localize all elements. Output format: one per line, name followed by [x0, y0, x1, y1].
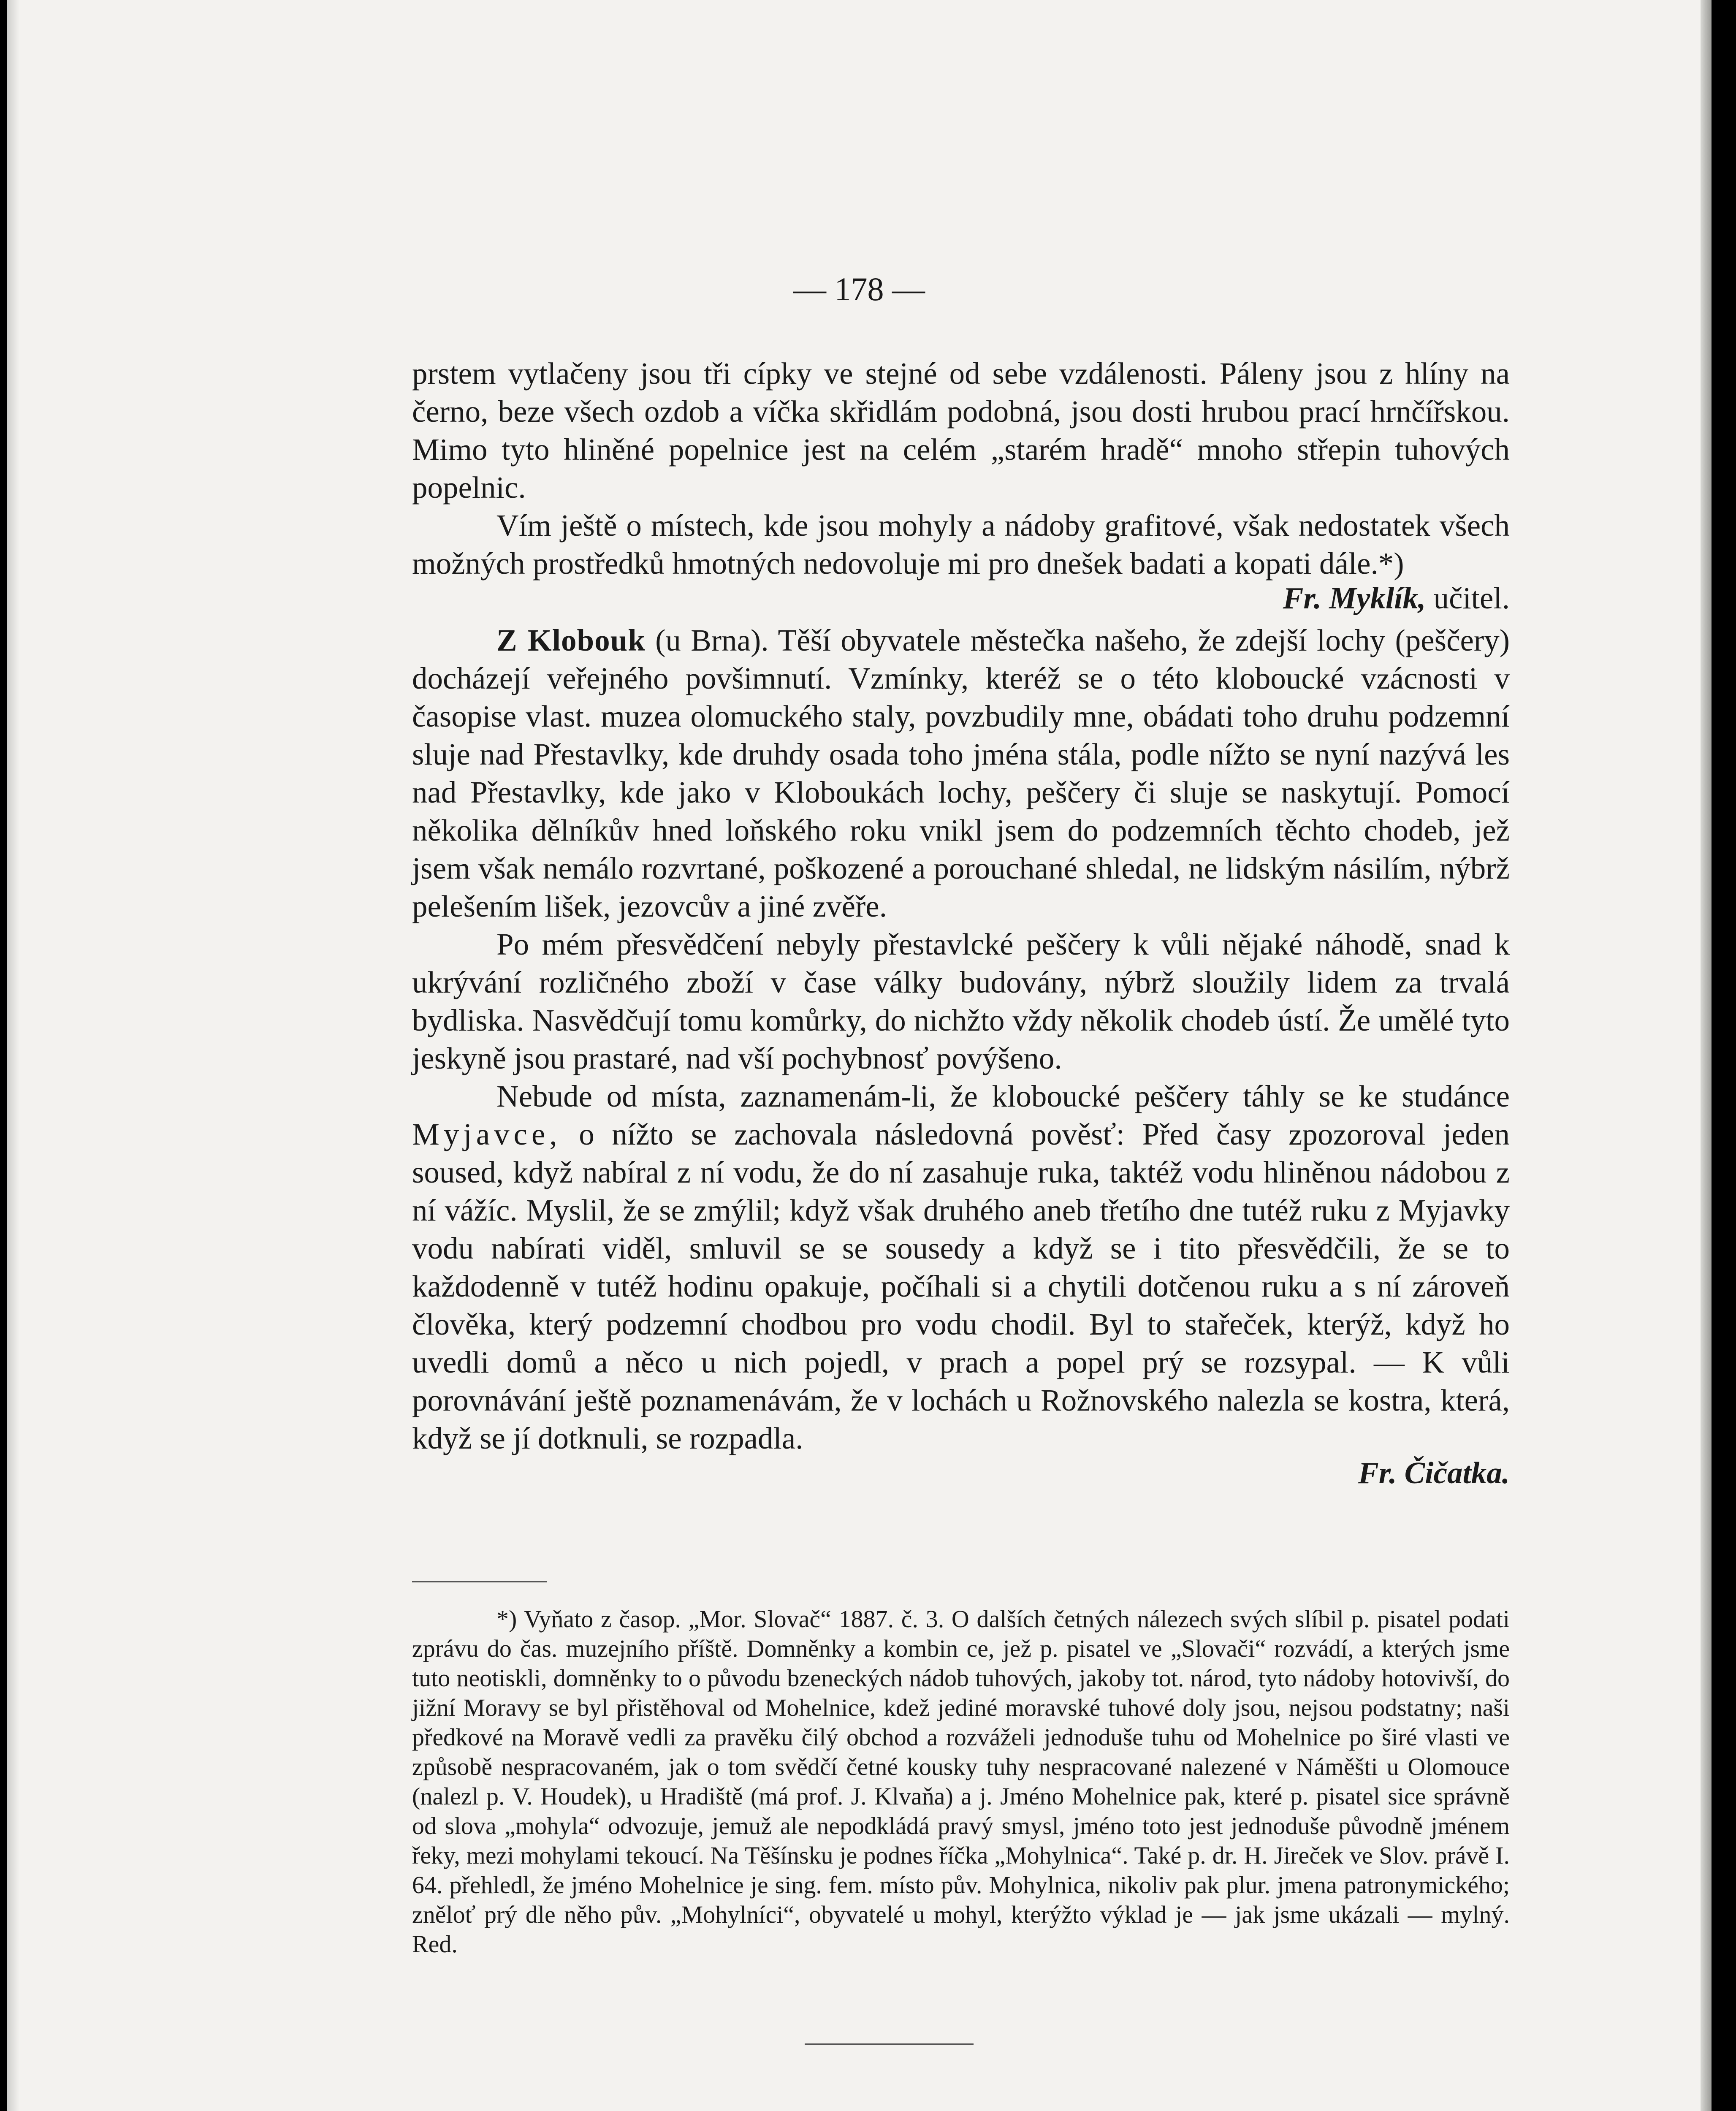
article2-paragraph-1-text: (u Brna). Těší obyvatele městečka našeho, že zdejší lochy (peščery) docházejí veřejného povšimnutí. Vzmínky, kteréž se o této kloboucké vzácnosti v časopise vlast. muzea olomuckého staly, povzbudily mne, obádati toho druhu podzemní sluje nad Přestavlky, kde druhdy osada toho jména stála, podle nížto se nyní nazývá les nad Přestavlky, kde jako v Kloboukách lochy, peščery či sluje se naskytují. Pomocí několika dělníkův hned loňského roku vnikl jsem do podzemních těchto chodeb, jež jsem však nemálo rozvrtané, poškozené a porouchané shledal, ne lidským násilím, nýbrž pelešením lišek, jezovcův a jiné zvěře.: [412, 623, 1510, 923]
article1-signature: [412, 579, 1510, 617]
article1-paragraph-2: Vím ještě o místech, kde jsou mohyly a nádoby grafitové, však nedostatek všech možných prostředků hmotných nedovoluje mi pro dnešek badati a kopati dále.*): [412, 508, 1510, 581]
article1-author: Fr. Myklík,: [1283, 581, 1426, 615]
article-body: [412, 355, 1510, 1496]
article2-paragraph-3-rest: o nížto se zachovala následovná pověsť: Před časy zpozoroval jeden soused, když nabíral z ní vodu, že do ní zasahuje ruka, taktéž vodu hliněnou nádobou z ní vážíc. Myslil, že se zmýlil; když však druhého aneb třetího dne tutéž ruku z Myjavky vodu nabírati viděl, smluvil se se sousedy a když se i tito přesvědčili, že se to každodenně v tutéž hodinu opakuje, počíhali si a chytili dotčenou ruku a s ní zároveň člověka, který podzemní chodbou pro vodu chodil. Byl to stařeček, kterýž, když ho uvedli domů a něco u nich pojedl, v prach a popel prý se rozsypal. — K vůli porovnávání ještě poznamenávám, že v lochách u Rožnovského nalezla se kostra, která, když se jí dotknuli, se rozpadla.: [412, 1117, 1510, 1455]
page-fold-shadow: [1701, 0, 1712, 2111]
article2-paragraph-3-start: Nebude od místa, zaznamenám-li, že kloboucké peščery táhly se ke studánce: [496, 1079, 1510, 1113]
article2-author: Fr. Čičatka.: [1358, 1456, 1510, 1490]
article1-paragraph-1: prstem vytlačeny jsou tři cípky ve stejné od sebe vzdálenosti. Páleny jsou z hlíny na černo, beze všech ozdob a víčka skřidlám podobná, jsou dosti hrubou prací hrnčířskou. Mimo tyto hliněné popelnice jest na celém „starém hradě“ mnoho střepin tuhových popelnic.: [412, 356, 1510, 505]
article2-paragraph-1: [412, 621, 1510, 925]
article1-author-title: učitel.: [1433, 581, 1510, 615]
page-left-edge: [7, 0, 19, 2111]
article2-paragraph-2: Po mém přesvědčení nebyly přestavlcké peščery k vůli nějaké náhodě, snad k ukrývání rozličného zboží v čase války budovány, nýbrž sloužily lidem za trvalá bydliska. Nasvědčují tomu komůrky, do nichžto vždy několik chodeb ústí. Že umělé tyto jeskyně jsou prastaré, nad vší pochybnosť povýšeno.: [412, 927, 1510, 1075]
article2-signature: [412, 1454, 1510, 1492]
scanned-page: [7, 0, 1712, 2111]
page-number: — 178 —: [793, 271, 925, 307]
footnote-text: *) Vyňato z časop. „Mor. Slovač“ 1887. č. 3. O dalších četných nálezech svých slíbil p. pisatel podati zprávu do čas. muzejního příště. Domněnky a kombin ce, jež p. pisatel ve „Slovači“ rozvádí, a kterých jsme tuto neotiskli, domněnky to o původu bzeneckých nádob tuhových, jakoby tot. národ, tyto nádoby hotovivší, do jižní Moravy se byl přistěhoval od Mohelnice, kdež jediné moravské tuhové doly jsou, nejsou podstatny; naši předkové na Moravě vedli za pravěku čilý obchod a rozváželi jednoduše tuhu od Mohelnice po širé vlasti ve způsobě nespracovaném, jak o tom svědčí četné kousky tuhy nespracované nalezené v Náměšti u Olomouce (nalezl p. V. Houdek), u Hradiště (má prof. J. Klvaňa) a j. Jméno Mohelnice pak, které p. pisatel sice správně od slova „mohyla“ odvozuje, jemuž ale nepodkládá pravý smysl, jméno toto jest jednoduše původně jménem řeky, mezi mohylami tekoucí. Na Těšínsku je podnes říčka „Mohylnica“. Také p. dr. H. Jireček ve Slov. právě I. 64. přehledl, že jméno Mohelnice je sing. fem. místo pův. Mohylnica, nikoliv pak plur. jmena patronymického; zněloť prý dle něho pův. „Mohylníci“, obyvatelé u mohyl, kterýžto výklad je — jak jsme ukázali — mylný. Red.: [412, 1605, 1510, 1958]
footnote: [412, 1604, 1510, 1959]
article2-heading: Z Klobouk: [496, 623, 646, 657]
place-name-myjavce: Myjavce,: [412, 1117, 561, 1151]
footnote-divider: [412, 1581, 547, 1582]
end-rule: [805, 2043, 974, 2045]
article2-paragraph-3: [412, 1077, 1510, 1457]
